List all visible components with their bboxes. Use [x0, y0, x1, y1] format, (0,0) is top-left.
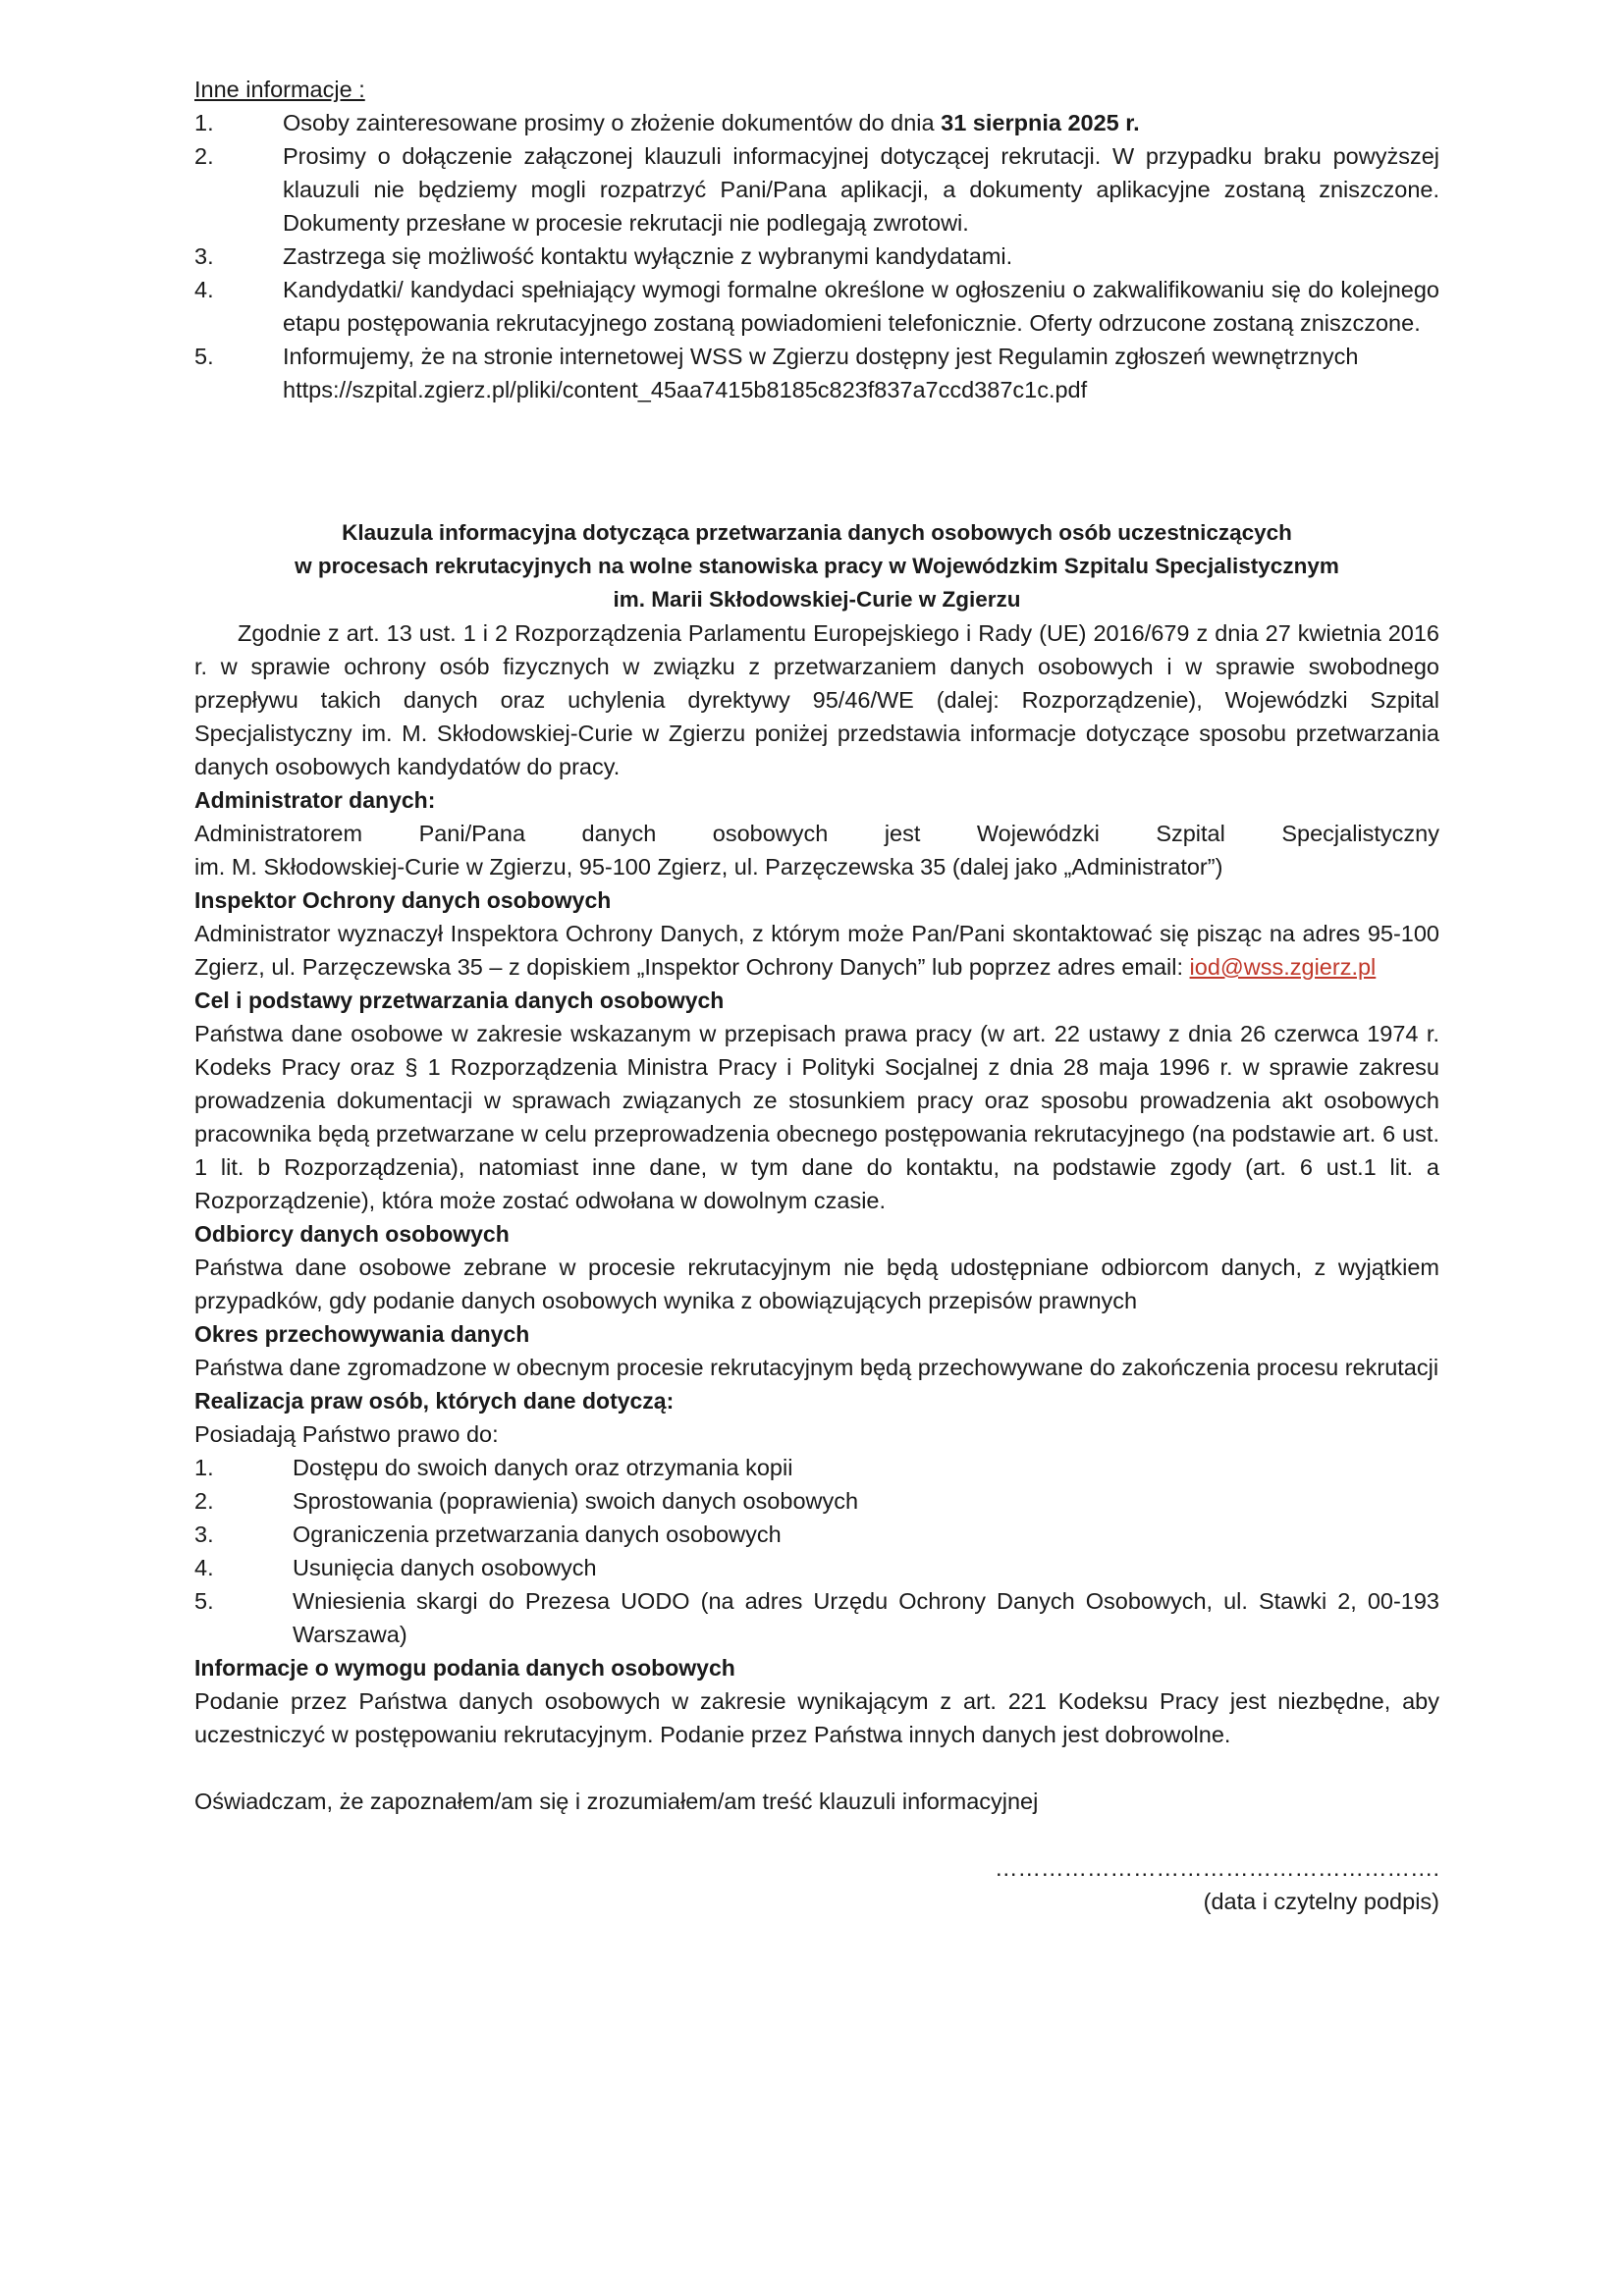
list-item	[194, 1484, 1439, 1518]
recipients-text: Państwa dane osobowe zebrane w procesie rekrutacyjnym nie będą udostępniane odbiorcom danych, z wyjątkiem przypadków, gdy podanie danych osobowych wynika z obowiązujących przepisów prawnych	[194, 1255, 1439, 1313]
purpose-text: Państwa dane osobowe w zakresie wskazanym w przepisach prawa pracy (w art. 22 ustawy z dnia 26 czerwca 1974 r. Kodeks Pracy oraz § 1 Rozporządzenia Ministra Pracy i Polityki Socjalnej z dnia 28 maja 1996 r. w sprawie zakresu prowadzenia dokumentacji w sprawach związanych ze stosunkiem pracy oraz sposobu prowadzenia akt osobowych pracownika będą przetwarzane w celu przeprowadzenia obecnego postępowania rekrutacyjnego (na podstawie art. 6 ust. 1 lit. b Rozporządzenia), natomiast inne dane, w tym dane do kontaktu, na podstawie zgody (art. 6 ust.1 lit. a Rozporządzenie), która może zostać odwołana w dowolnym czasie.	[194, 1021, 1439, 1213]
list-item-text: Kandydatki/ kandydaci spełniający wymogi formalne określone w ogłoszeniu o zakwalifikowaniu się do kolejnego etapu postępowania rekrutacyjnego zostaną powiadomieni telefonicznie. Oferty odrzucone zostaną zniszczone.	[283, 277, 1439, 336]
rights-heading: Realizacja praw osób, których dane dotyczą:	[194, 1388, 675, 1414]
signature-caption: (data i czytelny podpis)	[1203, 1889, 1439, 1914]
deadline-date: 31 sierpnia 2025 r.	[941, 110, 1140, 135]
signature-line: ………………………………………………….	[994, 1855, 1439, 1881]
spacer	[194, 1751, 1439, 1785]
list-item-text: Osoby zainteresowane prosimy o złożenie dokumentów do dnia	[283, 110, 942, 135]
admin-heading: Administrator danych:	[194, 787, 436, 813]
clause-title	[194, 516, 1439, 616]
purpose-heading: Cel i podstawy przetwarzania danych osobowych	[194, 988, 725, 1013]
admin-text-line: Administratorem Pani/Pana danych osobowych jest Wojewódzki Szpital Specjalistyczny	[194, 821, 1439, 846]
list-item	[194, 1551, 1439, 1584]
list-item-number: 3.	[194, 243, 214, 269]
list-item-number: 5.	[194, 1588, 214, 1614]
other-info-list	[194, 106, 1439, 406]
signature-block	[194, 1851, 1439, 1918]
document-page	[194, 73, 1439, 1918]
list-item-number: 4.	[194, 1555, 214, 1580]
list-item	[194, 240, 1439, 273]
list-item	[194, 1584, 1439, 1651]
rights-list	[194, 1451, 1439, 1651]
list-item-text: Ograniczenia przetwarzania danych osobowych	[293, 1522, 782, 1547]
list-item-text: Sprostowania (poprawienia) swoich danych osobowych	[293, 1488, 859, 1514]
list-item	[194, 139, 1439, 240]
storage-heading: Okres przechowywania danych	[194, 1321, 530, 1347]
declaration-text: Oświadczam, że zapoznałem/am się i zrozumiałem/am treść klauzuli informacyjnej	[194, 1789, 1039, 1814]
list-item	[194, 1518, 1439, 1551]
list-item-text: Dostępu do swoich danych oraz otrzymania kopii	[293, 1455, 793, 1480]
clause-title-line: w procesach rekrutacyjnych na wolne stanowiska pracy w Wojewódzkim Szpitalu Specjalistycznym	[295, 554, 1339, 578]
list-item-text: Wniesienia skargi do Prezesa UODO (na adres Urzędu Ochrony Danych Osobowych, ul. Stawki 2, 00-193 Warszawa)	[293, 1588, 1439, 1647]
storage-text: Państwa dane zgromadzone w obecnym procesie rekrutacyjnym będą przechowywane do zakończenia procesu rekrutacji	[194, 1355, 1439, 1380]
regulation-url[interactable]: https://szpital.zgierz.pl/pliki/content_45aa7415b8185c823f837a7ccd387c1c.pdf	[283, 377, 1088, 402]
iod-email-link[interactable]: iod@wss.zgierz.pl	[1189, 954, 1377, 980]
list-item-text: Informujemy, że na stronie internetowej WSS w Zgierzu dostępny jest Regulamin zgłoszeń wewnętrznych	[283, 344, 1359, 369]
iod-heading: Inspektor Ochrony danych osobowych	[194, 887, 612, 913]
list-item-number: 3.	[194, 1522, 214, 1547]
list-item-number: 2.	[194, 1488, 214, 1514]
iod-text-body: Administrator wyznaczył Inspektora Ochrony Danych, z którym może Pan/Pani skontaktować się pisząc na adres 95-100 Zgierz, ul. Parzęczewska 35 – z dopiskiem „Inspektor Ochrony Danych” lub poprzez adres email:	[194, 921, 1439, 980]
list-item-number: 4.	[194, 277, 214, 302]
list-item-number: 2.	[194, 143, 214, 169]
other-info-heading: Inne informacje :	[194, 77, 365, 102]
list-item	[194, 1451, 1439, 1484]
list-item-number: 5.	[194, 344, 214, 369]
recipients-heading: Odbiorcy danych osobowych	[194, 1221, 510, 1247]
list-item-text: Prosimy o dołączenie załączonej klauzuli informacyjnej dotyczącej rekrutacji. W przypadku braku powyższej klauzuli nie będziemy mogli rozpatrzyć Pani/Pana aplikacji, a dokumenty aplikacyjne zostaną zniszczone. Dokumenty przesłane w procesie rekrutacji nie podlegają zwrotowi.	[283, 143, 1439, 236]
list-item-text: Zastrzega się możliwość kontaktu wyłącznie z wybranymi kandydatami.	[283, 243, 1013, 269]
requirement-heading: Informacje o wymogu podania danych osobowych	[194, 1655, 735, 1681]
iod-text	[194, 917, 1439, 984]
list-item-number: 1.	[194, 110, 214, 135]
list-item-text: Usunięcia danych osobowych	[293, 1555, 597, 1580]
clause-title-line: im. Marii Skłodowskiej-Curie w Zgierzu	[613, 587, 1021, 612]
rights-intro: Posiadają Państwo prawo do:	[194, 1421, 499, 1447]
list-item	[194, 273, 1439, 340]
clause-title-line: Klauzula informacyjna dotycząca przetwarzania danych osobowych osób uczestniczących	[342, 520, 1292, 545]
list-item-number: 1.	[194, 1455, 214, 1480]
list-item	[194, 340, 1439, 406]
clause-intro: Zgodnie z art. 13 ust. 1 i 2 Rozporządzenia Parlamentu Europejskiego i Rady (UE) 2016/679 z dnia 27 kwietnia 2016 r. w sprawie ochrony osób fizycznych w związku z przetwarzaniem danych osobowych i w sprawie swobodnego przepływu takich danych oraz uchylenia dyrektywy 95/46/WE (dalej: Rozporządzenie), Wojewódzki Szpital Specjalistyczny im. M. Skłodowskiej-Curie w Zgierzu poniżej przedstawia informacje dotyczące sposobu przetwarzania danych osobowych kandydatów do pracy.	[194, 620, 1439, 779]
list-item	[194, 106, 1439, 139]
requirement-text: Podanie przez Państwa danych osobowych w zakresie wynikającym z art. 221 Kodeksu Pracy jest niezbędne, aby uczestniczyć w postępowaniu rekrutacyjnym. Podanie przez Państwa innych danych jest dobrowolne.	[194, 1688, 1439, 1747]
admin-text-line: im. M. Skłodowskiej-Curie w Zgierzu, 95-100 Zgierz, ul. Parzęczewska 35 (dalej jako „Administrator”)	[194, 854, 1223, 880]
